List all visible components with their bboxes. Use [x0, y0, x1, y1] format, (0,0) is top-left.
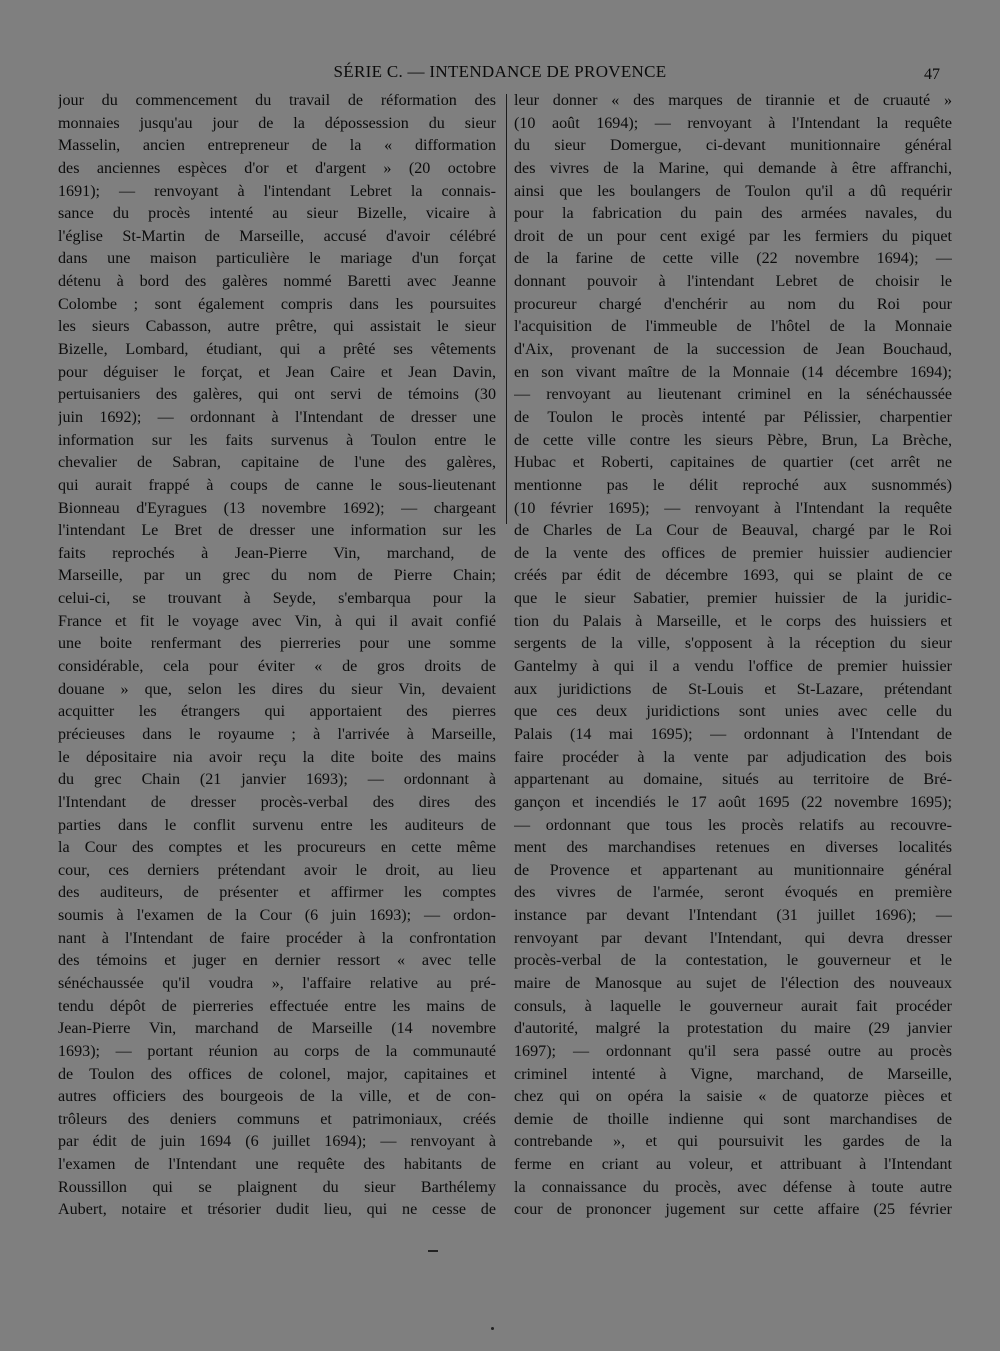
- text-line: mentionne pas le délit reproché aux susnommés): [514, 476, 952, 494]
- running-title: SÉRIE C. — INTENDANCE DE PROVENCE: [333, 62, 667, 81]
- text-line: Masselin, ancien entrepreneur de la « difformation: [58, 137, 496, 155]
- text-line: de cette ville contre les sieurs Pèbre, Brun, La Brèche,: [514, 431, 952, 449]
- text-line: Bionneau d'Eyragues (13 novembre 1692); — chargeant: [58, 499, 496, 517]
- text-line: des vivres de l'armée, seront évoqués en première: [514, 884, 952, 902]
- text-line: par édit de juin 1694 (6 juillet 1694); — renvoyant à: [58, 1133, 496, 1151]
- text-line: l'intendant Le Bret de dresser une information sur les: [58, 522, 496, 540]
- text-line: acquitter les étrangers qui apportaient des pierres: [58, 703, 496, 721]
- text-line: instance par devant l'Intendant (31 juillet 1696); —: [514, 907, 952, 925]
- text-line: monnaies jusqu'au jour de la dépossession du sieur: [58, 114, 496, 132]
- text-line: tendu dépôt de pierreries effectuée entre les mains de: [58, 997, 496, 1015]
- text-line: maire de Manosque au sujet de l'élection des nouveaux: [514, 974, 952, 992]
- text-line: Aubert, notaire et trésorier dudit lieu, qui ne cesse de: [58, 1201, 496, 1219]
- text-line: précieuses dans le royaume ; à l'arrivée à Marseille,: [58, 725, 496, 743]
- text-line: de Toulon des offices de colonel, major, capitaines et: [58, 1065, 496, 1083]
- text-line: appartenant au domaine, situés au territoire de Bré-: [514, 771, 952, 789]
- text-line: tion du Palais à Marseille, et le corps des huissiers et: [514, 612, 952, 630]
- text-line: procès-verbal de la contestation, le gouverneur et le: [514, 952, 952, 970]
- text-line: l'examen de l'Intendant une requête des habitants de: [58, 1156, 496, 1174]
- text-line: pertuisaniers des galères, qui ont servi de témoins (30: [58, 386, 496, 404]
- text-line: de la farine de cette ville (22 novembre 1694); —: [514, 250, 952, 268]
- text-line: Gantelmy à qui il a vendu l'office de premier huissier: [514, 658, 952, 676]
- text-line: (10 août 1694); — renvoyant à l'Intendant la requête: [514, 114, 952, 132]
- text-line: demie de thoille indienne qui sont marchandises de: [514, 1110, 952, 1128]
- text-line: la connaissance du procès, avec défense à toute autre: [514, 1178, 952, 1196]
- text-line: parties dans le conflit survenu entre les auditeurs de: [58, 816, 496, 834]
- text-line: 1697); — ordonnant qu'il sera passé outre au procès: [514, 1042, 952, 1060]
- text-line: l'Intendant de dresser procès-verbal des dires des: [58, 793, 496, 811]
- text-line: créés par édit de décembre 1693, qui se plaint de ce: [514, 567, 952, 585]
- text-line: Roussillon qui se plaignent du sieur Barthélemy: [58, 1178, 496, 1196]
- text-line: de Provence et appartenant au munitionnaire général: [514, 861, 952, 879]
- text-line: ainsi que les boulangers de Toulon qu'il a dû requérir: [514, 182, 952, 200]
- text-line: que ces deux juridictions sont unies avec celle du: [514, 703, 952, 721]
- text-line: ferme en criant au voleur, et attribuant à l'Intendant: [514, 1156, 952, 1174]
- print-speck: [428, 1250, 438, 1252]
- text-line: information sur les faits survenus à Toulon entre le: [58, 431, 496, 449]
- text-line: sénéchaussée qu'il voudra », l'affaire relative au pré-: [58, 974, 496, 992]
- page-number: 47: [924, 66, 940, 83]
- text-line: ment des marchandises retenues en diverses localités: [514, 839, 952, 857]
- text-line: criminel intenté à Vigne, marchand, de Marseille,: [514, 1065, 952, 1083]
- left-column: [58, 90, 496, 1222]
- text-line: des témoins et juger en dernier ressort « avec telle: [58, 952, 496, 970]
- text-line: Palais (14 mai 1695); — ordonnant à l'Intendant de: [514, 725, 952, 743]
- text-line: 1693); — portant réunion au corps de la communauté: [58, 1042, 496, 1060]
- text-line: donnant pouvoir à l'intendant Lebret de choisir le: [514, 273, 952, 291]
- text-line: cour, ces derniers prétendant avoir le droit, au lieu: [58, 861, 496, 879]
- text-line: juin 1692); — ordonnant à l'Intendant de dresser une: [58, 408, 496, 426]
- text-line: le dépositaire nia avoir reçu la dite boite des mains: [58, 748, 496, 766]
- text-line: sance du procès intenté au sieur Bizelle, vicaire à: [58, 205, 496, 223]
- right-column: [514, 90, 952, 1222]
- text-line: aux juridictions de St-Louis et St-Lazare, prétendant: [514, 680, 952, 698]
- text-line: chevalier de Sabran, capitaine de l'une des galères,: [58, 454, 496, 472]
- text-line: celui-ci, se trouvant à Seyde, s'embarqua pour la: [58, 590, 496, 608]
- text-line: des anciennes espèces d'or et d'argent » (20 octobre: [58, 159, 496, 177]
- text-line: leur donner « des marques de tirannie et de cruauté »: [514, 92, 952, 109]
- text-line: consuls, à laquelle le gouverneur aurait fait procéder: [514, 997, 952, 1015]
- text-line: des auditeurs, de présenter et affirmer les comptes: [58, 884, 496, 902]
- text-line: droit de un pour cent exigé par les fermiers du piquet: [514, 227, 952, 245]
- text-line: faits reprochés à Jean-Pierre Vin, marchand, de: [58, 544, 496, 562]
- text-line: autres officiers des bourgeois de la ville, et de con-: [58, 1088, 496, 1106]
- text-line: soumis à l'examen de la Cour (6 juin 1693); — ordon-: [58, 907, 496, 925]
- text-line: la Cour des comptes et les procureurs en cette même: [58, 839, 496, 857]
- text-line: gançon et incendiés le 17 août 1695 (22 novembre 1695);: [514, 793, 952, 811]
- text-line: qui aurait frappé à coups de canne le sous-lieutenant: [58, 476, 496, 494]
- text-line: cour de prononcer jugement sur cette affaire (25 février: [514, 1201, 952, 1219]
- text-line: de la vente des offices de premier huissier audiencier: [514, 544, 952, 562]
- text-line: chez qui on opéra la saisie « de quatorze pièces et: [514, 1088, 952, 1106]
- text-line: 1691); — renvoyant à l'intendant Lebret la connais-: [58, 182, 496, 200]
- text-line: Colombe ; sont également compris dans les poursuites: [58, 295, 496, 313]
- text-line: Jean-Pierre Vin, marchand de Marseille (14 novembre: [58, 1020, 496, 1038]
- text-line: des vivres de la Marine, qui demande à être affranchi,: [514, 159, 952, 177]
- text-line: de Charles de La Cour de Beauval, chargé par le Roi: [514, 522, 952, 540]
- text-line: sergents de la ville, s'opposent à la réception du sieur: [514, 635, 952, 653]
- text-line: les sieurs Cabasson, autre prêtre, qui assistait le sieur: [58, 318, 496, 336]
- text-line: en son vivant maître de la Monnaie (14 décembre 1694);: [514, 363, 952, 381]
- text-line: d'Aix, provenant de la succession de Jean Bouchaud,: [514, 341, 952, 359]
- text-line: France et fit le voyage avec Vin, à qui il avait confié: [58, 612, 496, 630]
- text-line: — renvoyant au lieutenant criminel en la sénéchaussée: [514, 386, 952, 404]
- text-line: de Toulon le procès intenté par Pélissier, charpentier: [514, 408, 952, 426]
- text-line: l'église St-Martin de Marseille, accusé d'avoir célébré: [58, 227, 496, 245]
- text-line: renvoyant par devant l'Intendant, qui devra dresser: [514, 929, 952, 947]
- text-line: considérable, cela pour éviter « de gros droits de: [58, 658, 496, 676]
- text-line: dans une maison particulière le mariage d'un forçat: [58, 250, 496, 268]
- text-line: trôleurs des deniers communs et patrimoniaux, créés: [58, 1110, 496, 1128]
- text-line: jour du commencement du travail de réformation des: [58, 92, 496, 109]
- print-speck: [491, 1327, 494, 1330]
- text-line: une boite renfermant des pierreries pour une somme: [58, 635, 496, 653]
- page-header: [0, 62, 1000, 86]
- text-line: contrebande », et qui poursuivit les gardes de la: [514, 1133, 952, 1151]
- text-line: Marseille, par un grec du nom de Pierre Chain;: [58, 567, 496, 585]
- text-line: Bizelle, Lombard, étudiant, qui a prêté ses vêtements: [58, 341, 496, 359]
- text-line: (10 février 1695); — renvoyant à l'Intendant la requête: [514, 499, 952, 517]
- text-line: nant à l'Intendant de faire procéder à la confrontation: [58, 929, 496, 947]
- text-line: détenu à bord des galères nommé Baretti avec Jeanne: [58, 273, 496, 291]
- text-line: du sieur Domergue, ci-devant munitionnaire général: [514, 137, 952, 155]
- text-line: procureur chargé d'enchérir au nom du Roi pour: [514, 295, 952, 313]
- text-line: pour la fabrication du pain des armées navales, du: [514, 205, 952, 223]
- text-line: que le sieur Sabatier, premier huissier de la juridic-: [514, 590, 952, 608]
- text-line: du grec Chain (21 janvier 1693); — ordonnant à: [58, 771, 496, 789]
- text-line: — ordonnant que tous les procès relatifs au recouvre-: [514, 816, 952, 834]
- column-divider: [506, 94, 507, 524]
- text-line: pour déguiser le forçat, et Jean Caire et Jean Davin,: [58, 363, 496, 381]
- text-line: Hubac et Roberti, capitaines de quartier (cet arrêt ne: [514, 454, 952, 472]
- text-line: l'acquisition de l'immeuble de l'hôtel de la Monnaie: [514, 318, 952, 336]
- text-line: douane » que, selon les dires du sieur Vin, devaient: [58, 680, 496, 698]
- text-line: faire procéder à la vente par adjudication des bois: [514, 748, 952, 766]
- text-line: d'autorité, malgré la protestation du maire (29 janvier: [514, 1020, 952, 1038]
